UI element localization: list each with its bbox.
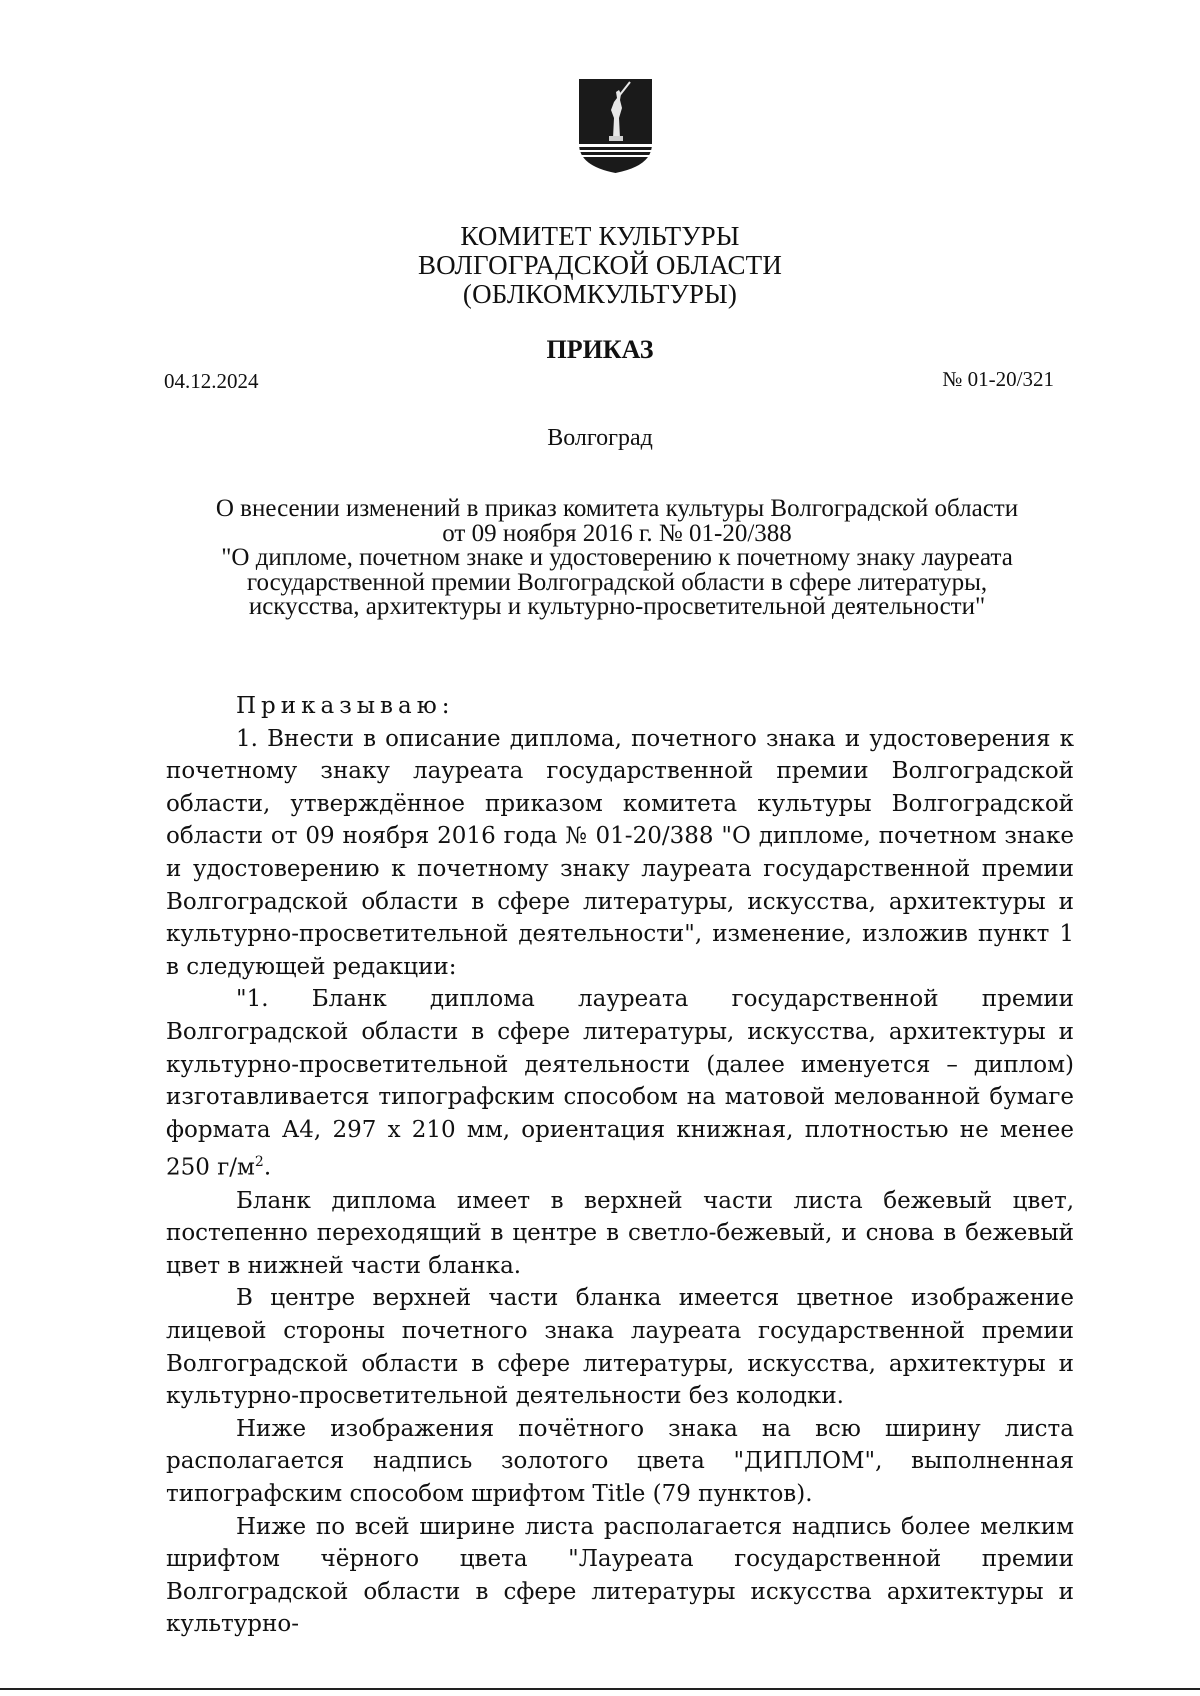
superscript-2: 2 (254, 1154, 264, 1171)
page-bottom-edge (0, 1688, 1200, 1690)
paragraph-4: В центре верхней части бланка имеется цветное изображение лицевой стороны почетного знака лауреата государственной премии Волгоградской области в сфере литературы, искусства, архитектуры и культурно-просветительной деятельности без колодки. (166, 1285, 1074, 1410)
document-type-title: ПРИКАЗ (546, 335, 654, 364)
order-city: Волгоград (547, 425, 653, 451)
subject-line: "О дипломе, почетном знаке и удостоверению к почетному знаку лауреата (221, 544, 1013, 571)
order-number: № 01-20/321 (942, 367, 1054, 391)
paragraph-1: 1. Внести в описание диплома, почетного знака и удостоверения к почетному знаку лауреата государственной премии Волгоградской области, утверждённое приказом комитета культуры Волгоградской области от 09 ноября 2016 года № 01-20/388 "О дипломе, почетном знаке и удостоверению к почетному знаку лауреата государственной премии Волгоградской области в сфере литературы, искусства, архитектуры и культурно-просветительной деятельности", изменение, изложив пункт 1 в следующей редакции: (166, 725, 1074, 980)
volgograd-coat-of-arms-icon (578, 78, 653, 174)
paragraph-2 (166, 983, 1074, 1184)
subject-line: от 09 ноября 2016 г. № 01-20/388 (442, 519, 792, 547)
order-body (166, 690, 1074, 1641)
order-date: 04.12.2024 (164, 369, 259, 393)
paragraph-2-text: "1. Бланк диплома лауреата государственной премии Волгоградской области в сфере литературы, искусства, архитектуры и культурно-просветительной деятельности (далее именуется – диплом) изготавливается типографским способом на матовой мелованной бумаге формата А4, 297 x 210 мм, ориентация книжная, плотностью не менее (166, 986, 1074, 1143)
paragraph-2-density: 250 г/м (166, 1154, 255, 1181)
subject-line: О внесении изменений в приказ комитета культуры Волгоградской области (215, 495, 1019, 522)
subject-line: государственной премии Волгоградской области в сфере литературы, (246, 568, 988, 596)
paragraph-3: Бланк диплома имеет в верхней части листа бежевый цвет, постепенно переходящий в центре в светло-бежевый, и снова в бежевый цвет в нижней части бланка. (166, 1187, 1074, 1279)
decree-word: Приказываю: (236, 693, 455, 719)
committee-abbreviation: (ОБЛКОМКУЛЬТУРЫ) (462, 279, 738, 309)
order-subject (158, 497, 1076, 620)
subject-line: искусства, архитектуры и культурно-просветительной деятельности" (248, 593, 986, 620)
paragraph-5: Ниже изображения почётного знака на всю ширину листа располагается надпись золотого цвета "ДИПЛОМ", выполненная типографским способом шрифтом Title (79 пунктов). (166, 1415, 1074, 1507)
committee-name-line-2: ВОЛГОГРАДСКОЙ ОБЛАСТИ (417, 250, 783, 280)
committee-name-line-1: КОМИТЕТ КУЛЬТУРЫ (460, 221, 740, 251)
paragraph-6: Ниже по всей ширине листа располагается надпись более мелким шрифтом чёрного цвета "Лауреата государственной премии Волгоградской области в сфере литературы искусства архитектуры и культурно- (166, 1513, 1074, 1638)
paragraph-2-end: . (263, 1154, 272, 1181)
